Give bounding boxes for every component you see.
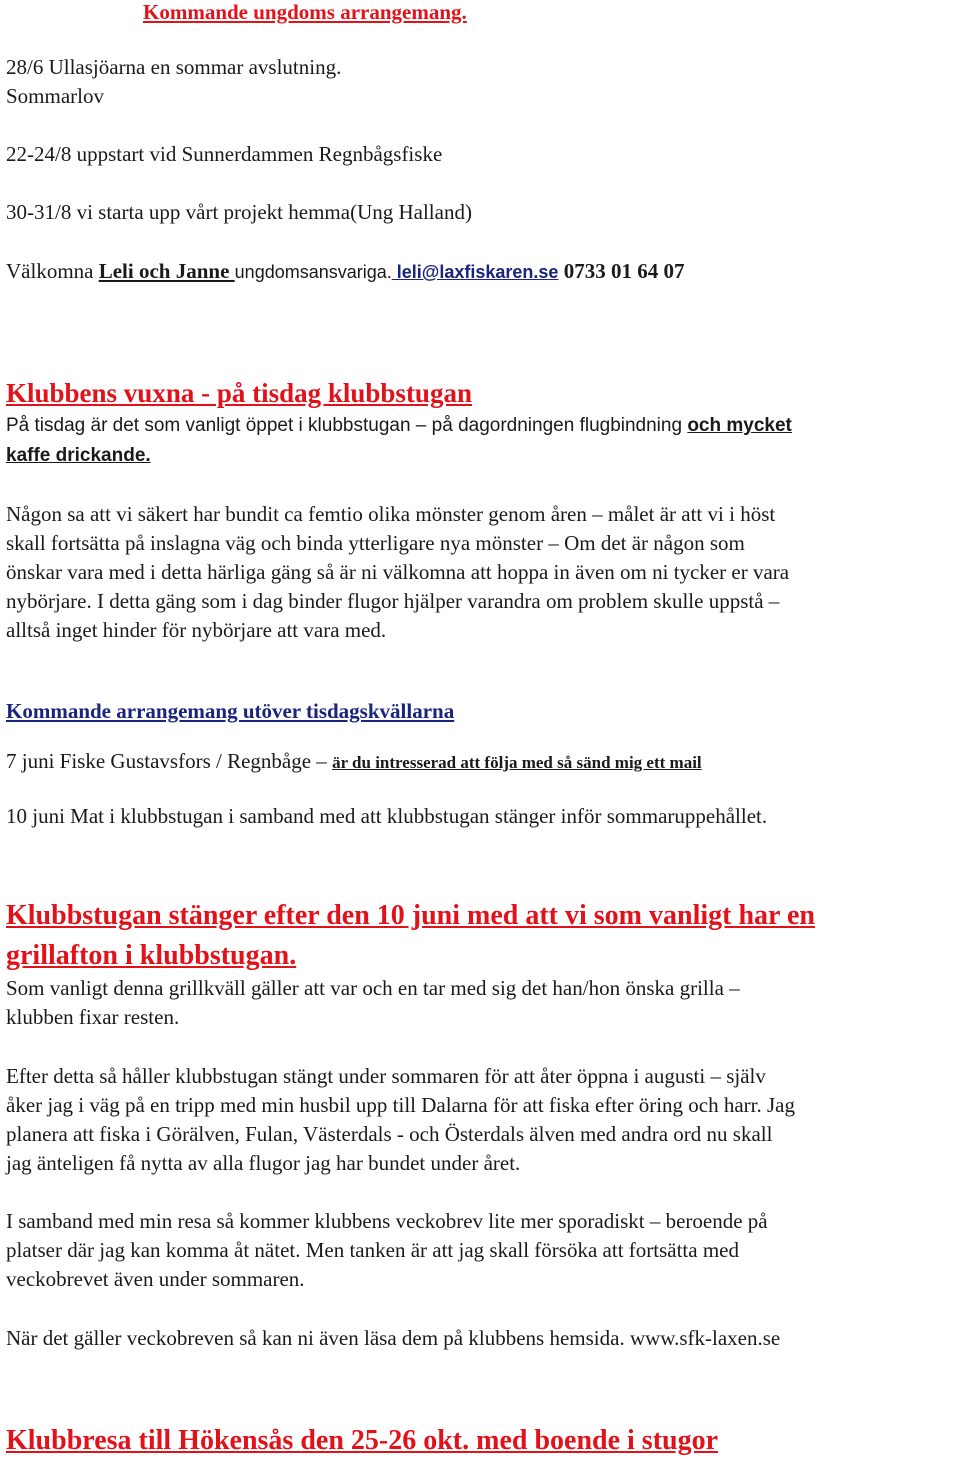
closing-para2-line-4: jag änteligen få nytta av alla flugor jag har bundet under året.	[6, 1151, 521, 1175]
closing-para1-line-2: klubben fixar resten.	[6, 1005, 180, 1029]
youth-line-3: 22-24/8 uppstart vid Sunnerdammen Regnbågsfiske	[6, 142, 443, 166]
event-item-1-text: 7 juni Fiske Gustavsfors / Regnbåge –	[6, 749, 333, 773]
closing-heading-line-2: grillafton i klubbstugan.	[6, 940, 297, 971]
closing-para2-line-1: Efter detta så håller klubbstugan stängt under sommaren för att åter öppna i augusti – själv	[6, 1064, 766, 1088]
events-heading: Kommande arrangemang utöver tisdagskvällarna	[6, 699, 455, 723]
adults-para-line-1: Någon sa att vi säkert har bundit ca femtio olika mönster genom åren – målet är att vi i höst	[6, 502, 776, 526]
adults-para-line-3: önskar vara med i detta härliga gäng så är ni välkomna att hoppa in även om ni tycker er vara	[6, 560, 790, 584]
adults-heading: Klubbens vuxna - på tisdag klubbstugan	[6, 378, 472, 408]
youth-line-4: 30-31/8 vi starta upp vårt projekt hemma(Ung Halland)	[6, 200, 472, 224]
closing-para4: När det gäller veckobreven så kan ni även läsa dem på klubbens hemsida. www.sfk-laxen.se	[6, 1326, 781, 1350]
youth-heading: Kommande ungdoms arrangemang.	[143, 0, 467, 24]
adults-para-line-4: nybörjare. I detta gäng som i dag binder flugor hjälper varandra om problem skulle uppstå –	[6, 589, 780, 613]
event-item-1	[6, 749, 702, 775]
event-item-2: 10 juni Mat i klubbstugan i samband med att klubbstugan stänger inför sommaruppehållet.	[6, 804, 768, 828]
youth-line-2: Sommarlov	[6, 84, 104, 108]
welcome-role: ungdomsansvariga.	[234, 262, 392, 282]
closing-para2-line-2: åker jag i väg på en tripp med min husbil upp till Dalarna för att fiska efter öring och harr. Jag	[6, 1093, 796, 1117]
closing-heading-line-1: Klubbstugan stänger efter den 10 juni med att vi som vanligt har en	[6, 900, 815, 931]
event-item-1-mail-link[interactable]: är du intresserad att följa med så sänd mig ett mail	[332, 753, 702, 772]
email-part-2: se	[538, 262, 559, 282]
adults-line-1-text: På tisdag är det som vanligt öppet i klubbstugan – på dagordningen flugbindning	[6, 415, 688, 436]
email-part-1: leli@laxfiskaren.	[391, 262, 539, 282]
youth-welcome-line	[6, 259, 684, 284]
adults-line-1-emphasis: och mycket	[687, 415, 792, 436]
adults-para-line-5: alltså inget hinder för nybörjare att vara med.	[6, 618, 387, 642]
phone-number: 0733 01 64 07	[558, 259, 685, 283]
adults-line-1	[6, 414, 792, 438]
adults-line-2: kaffe drickande.	[6, 445, 151, 466]
adults-para-line-2: skall fortsätta på inslagna väg och binda ytterligare nya mönster – Om det är någon som	[6, 531, 745, 555]
youth-line-1: 28/6 Ullasjöarna en sommar avslutning.	[6, 55, 342, 79]
welcome-names: Leli och Janne	[98, 259, 235, 283]
email-link[interactable]	[392, 262, 559, 282]
welcome-prefix: Välkomna	[6, 259, 99, 283]
closing-para3-line-1: I samband med min resa så kommer klubbens veckobrev lite mer sporadiskt – beroende på	[6, 1209, 768, 1233]
closing-para1-line-1: Som vanligt denna grillkväll gäller att var och en tar med sig det han/hon önska grilla –	[6, 976, 740, 1000]
closing-para3-line-3: veckobrevet även under sommaren.	[6, 1267, 305, 1291]
trip-heading: Klubbresa till Hökensås den 25-26 okt. med boende i stugor	[6, 1425, 719, 1456]
closing-para2-line-3: planera att fiska i Görälven, Fulan, Västerdals - och Österdals älven med andra ord nu skall	[6, 1122, 773, 1146]
closing-para3-line-2: platser där jag kan komma åt nätet. Men tanken är att jag skall försöka att fortsätta med	[6, 1238, 739, 1262]
